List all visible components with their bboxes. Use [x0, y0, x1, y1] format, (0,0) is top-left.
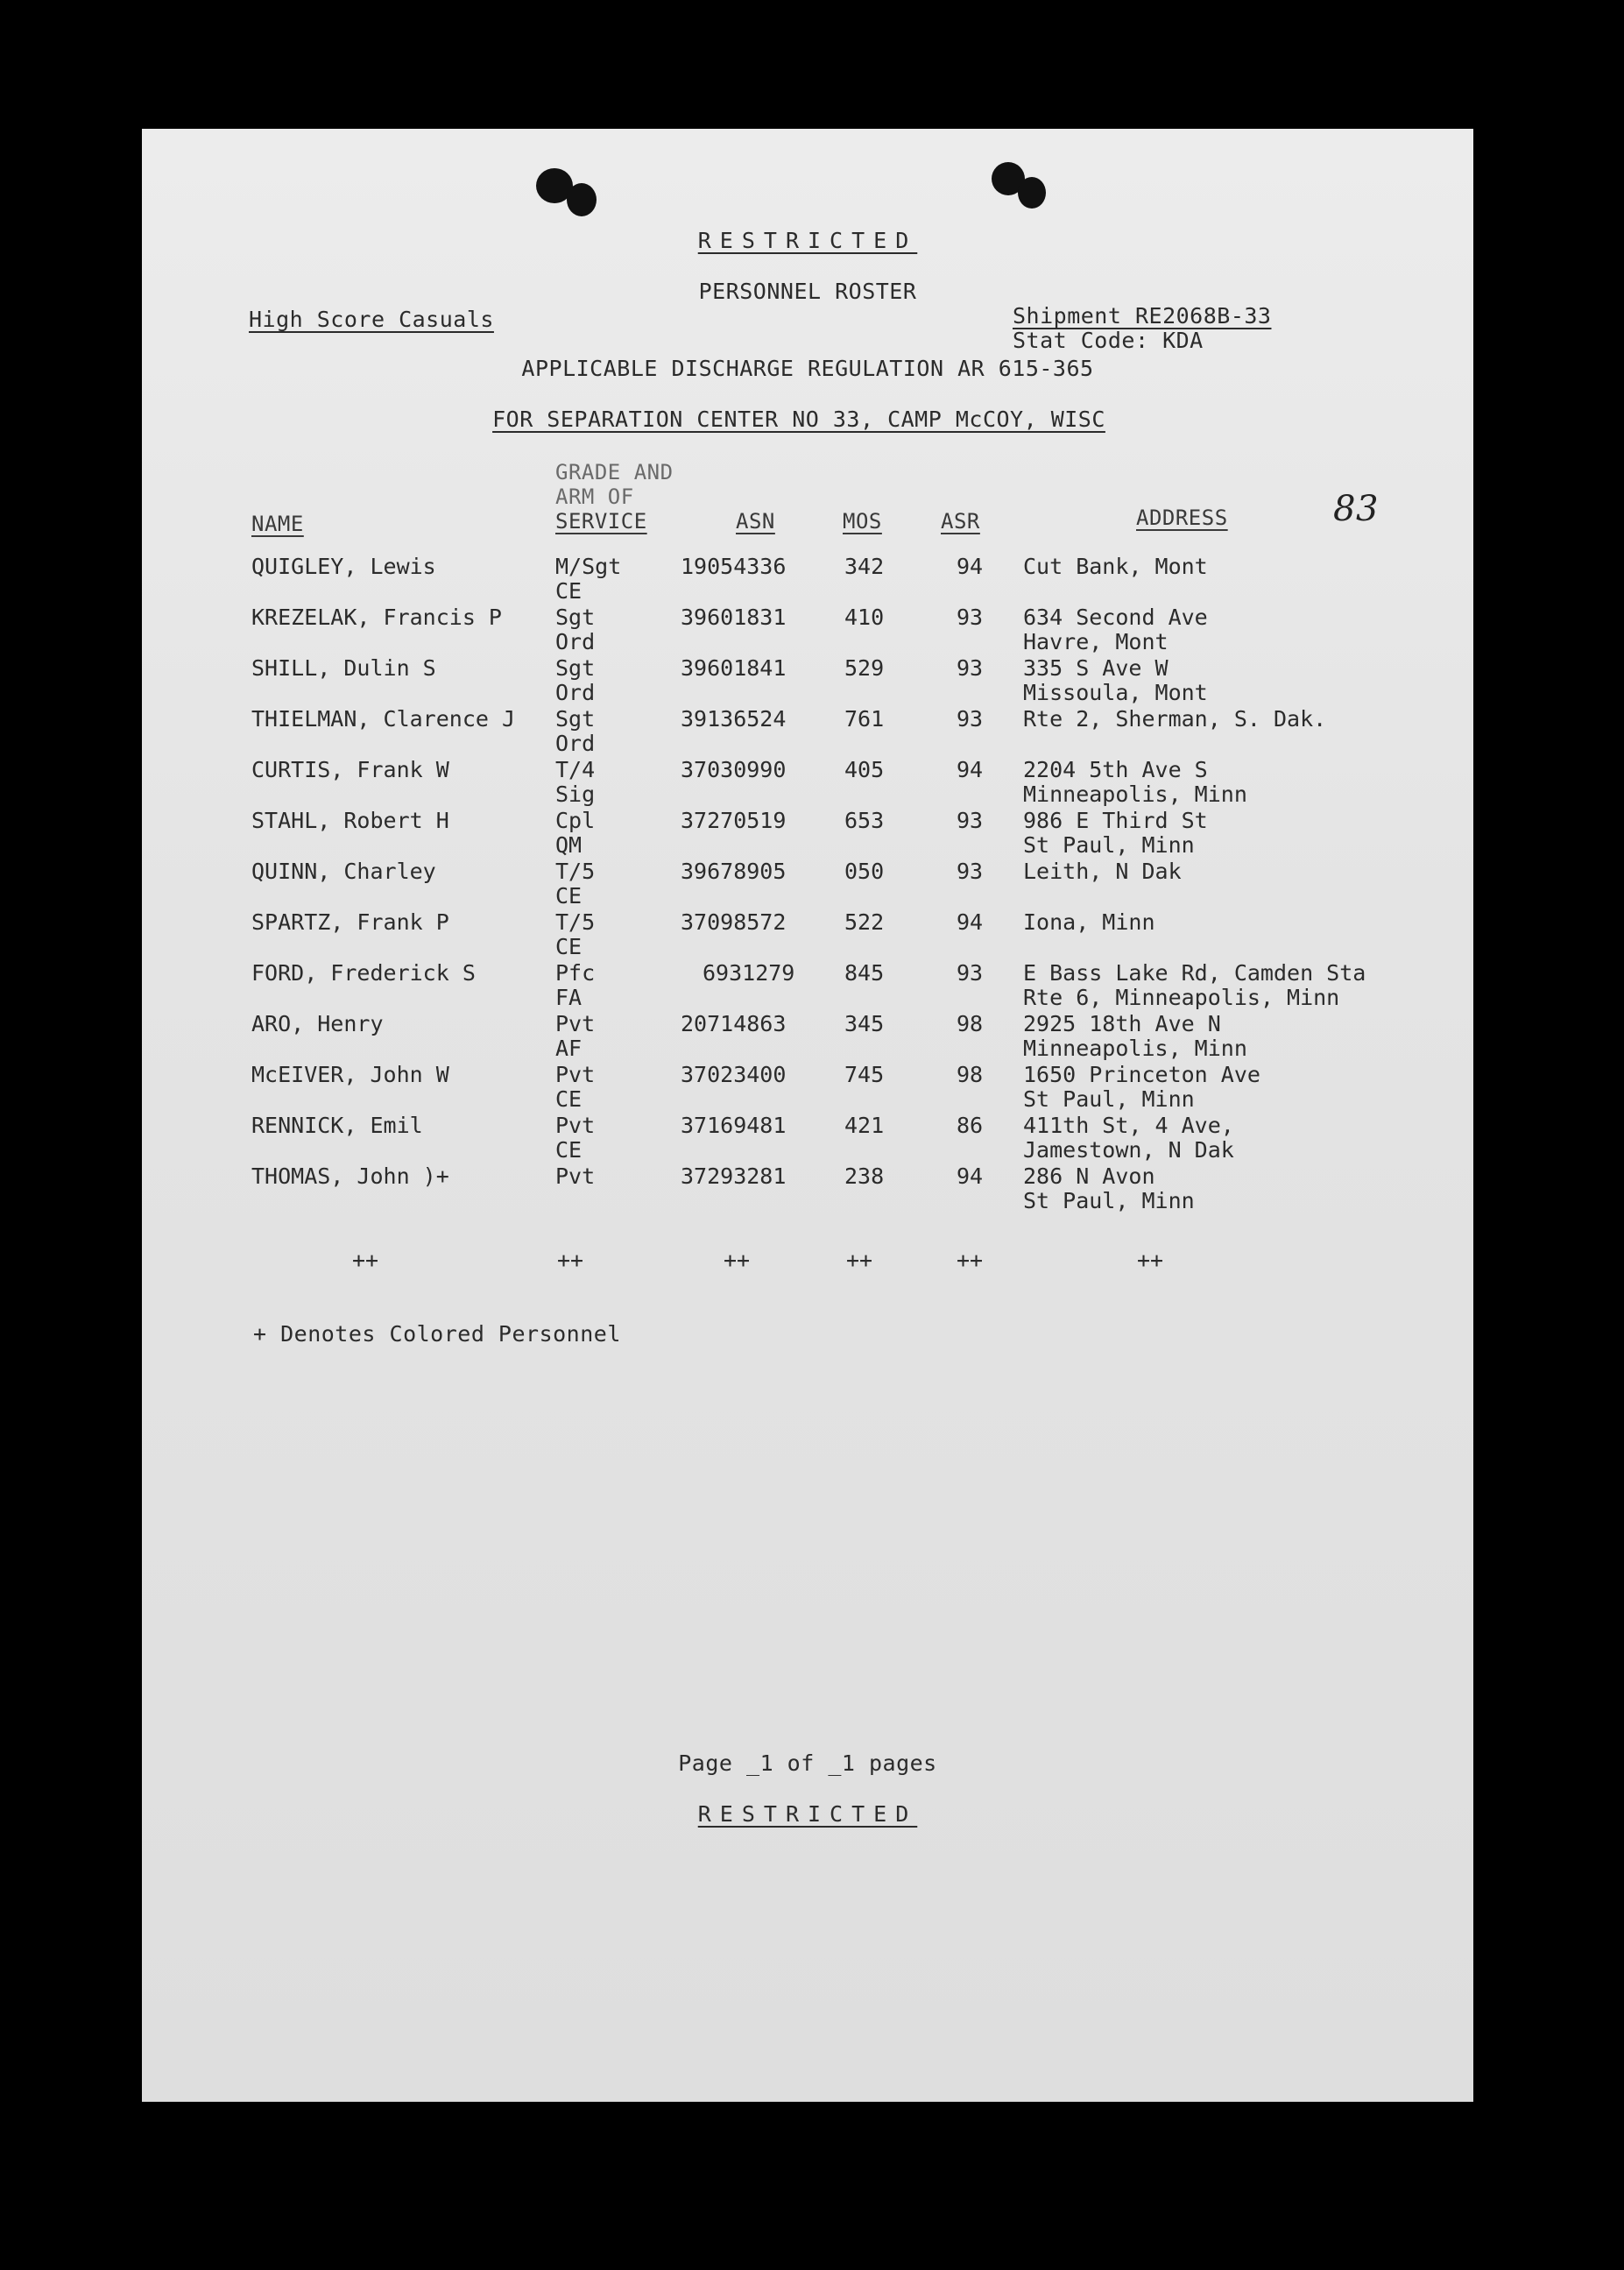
punch-hole-right-2 [1018, 177, 1046, 209]
row-asr: 94 [957, 1163, 984, 1189]
row-asr: 94 [957, 554, 984, 579]
column-grade-line2: ARM OF [555, 484, 634, 509]
row-asn: 39678905 [681, 859, 787, 884]
row-address-line2: St Paul, Minn [1023, 832, 1195, 858]
row-address-line1: 2204 5th Ave S [1023, 757, 1208, 782]
document-sheet [142, 129, 1473, 2102]
table-row [142, 1063, 1473, 1114]
row-address-line1: E Bass Lake Rd, Camden Sta [1023, 960, 1366, 986]
table-row [142, 656, 1473, 707]
row-grade: Pvt [555, 1011, 596, 1036]
row-asn: 39136524 [681, 706, 787, 732]
row-asr: 93 [957, 605, 984, 630]
row-asn: 20714863 [681, 1011, 787, 1036]
page-of-pages: Page _1 of _1 pages [678, 1750, 937, 1776]
column-grade-line1: GRADE AND [555, 460, 674, 484]
row-arm: CE [555, 883, 583, 909]
table-row [142, 605, 1473, 656]
row-arm: QM [555, 832, 583, 858]
row-asr: 98 [957, 1062, 984, 1087]
row-asr: 94 [957, 757, 984, 782]
end-marker: ++ [557, 1248, 584, 1273]
row-arm: CE [555, 1086, 583, 1112]
row-name: RENNICK, Emil [251, 1113, 423, 1138]
row-address-line2: Jamestown, N Dak [1023, 1137, 1234, 1163]
row-address-line1: 1650 Princeton Ave [1023, 1062, 1260, 1087]
row-address-line1: Cut Bank, Mont [1023, 554, 1208, 579]
row-name: SPARTZ, Frank P [251, 909, 449, 935]
row-asr: 93 [957, 706, 984, 732]
row-arm: Ord [555, 731, 596, 756]
row-mos: 761 [844, 706, 885, 732]
row-address-line2: Rte 6, Minneapolis, Minn [1023, 985, 1340, 1010]
row-address-line2: Minneapolis, Minn [1023, 781, 1247, 807]
row-asn: 37293281 [681, 1163, 787, 1189]
column-grade-line3: SERVICE [555, 509, 647, 534]
punch-hole-left-2 [567, 183, 597, 216]
row-asn: 6931279 [703, 960, 795, 986]
row-asn: 19054336 [681, 554, 787, 579]
table-row [142, 1114, 1473, 1164]
end-marker: ++ [1137, 1248, 1164, 1273]
row-name: QUINN, Charley [251, 859, 436, 884]
row-name: SHILL, Dulin S [251, 655, 436, 681]
row-asn: 39601841 [681, 655, 787, 681]
row-mos: 410 [844, 605, 885, 630]
row-address-line1: Rte 2, Sherman, S. Dak. [1023, 706, 1327, 732]
end-marker: ++ [846, 1248, 873, 1273]
row-name: McEIVER, John W [251, 1062, 449, 1087]
row-name: THIELMAN, Clarence J [251, 706, 516, 732]
group-label: High Score Casuals [249, 307, 494, 332]
row-asr: 98 [957, 1011, 984, 1036]
row-mos: 050 [844, 859, 885, 884]
table-row [142, 910, 1473, 961]
row-mos: 529 [844, 655, 885, 681]
row-address-line1: 986 E Third St [1023, 808, 1208, 833]
row-mos: 522 [844, 909, 885, 935]
row-grade: Pvt [555, 1163, 596, 1189]
row-name: CURTIS, Frank W [251, 757, 449, 782]
column-address: ADDRESS [1136, 506, 1228, 530]
column-name: NAME [251, 512, 304, 536]
row-grade: T/5 [555, 909, 596, 935]
row-mos: 421 [844, 1113, 885, 1138]
row-mos: 342 [844, 554, 885, 579]
row-mos: 345 [844, 1011, 885, 1036]
row-address-line1: 286 N Avon [1023, 1163, 1155, 1189]
row-address-line2: Havre, Mont [1023, 629, 1169, 654]
end-marker: ++ [957, 1248, 984, 1273]
column-mos: MOS [843, 509, 882, 534]
row-grade: Cpl [555, 808, 596, 833]
row-asr: 93 [957, 960, 984, 986]
column-asr: ASR [941, 509, 980, 534]
row-mos: 745 [844, 1062, 885, 1087]
row-asn: 37270519 [681, 808, 787, 833]
row-mos: 845 [844, 960, 885, 986]
row-asn: 37030990 [681, 757, 787, 782]
row-grade: M/Sgt [555, 554, 622, 579]
row-address-line1: 2925 18th Ave N [1023, 1011, 1221, 1036]
row-grade: Pfc [555, 960, 596, 986]
row-grade: Sgt [555, 655, 596, 681]
row-asn: 37023400 [681, 1062, 787, 1087]
row-name: FORD, Frederick S [251, 960, 476, 986]
row-asr: 94 [957, 909, 984, 935]
row-address-line1: Iona, Minn [1023, 909, 1155, 935]
row-grade: Sgt [555, 605, 596, 630]
row-arm: AF [555, 1036, 583, 1061]
row-name: THOMAS, John )+ [251, 1163, 449, 1189]
row-name: QUIGLEY, Lewis [251, 554, 436, 579]
row-address-line1: Leith, N Dak [1023, 859, 1182, 884]
row-arm: Sig [555, 781, 596, 807]
table-row [142, 809, 1473, 859]
table-row [142, 961, 1473, 1012]
row-mos: 238 [844, 1163, 885, 1189]
row-asn: 39601831 [681, 605, 787, 630]
row-grade: T/5 [555, 859, 596, 884]
regulation-label: APPLICABLE DISCHARGE REGULATION AR 615-365 [521, 356, 1094, 381]
row-arm: FA [555, 985, 583, 1010]
row-grade: Pvt [555, 1062, 596, 1087]
row-asn: 37098572 [681, 909, 787, 935]
row-grade: T/4 [555, 757, 596, 782]
column-asn: ASN [736, 509, 775, 534]
row-name: KREZELAK, Francis P [251, 605, 502, 630]
row-address-line1: 634 Second Ave [1023, 605, 1208, 630]
table-row [142, 1164, 1473, 1215]
row-name: ARO, Henry [251, 1011, 384, 1036]
row-arm: CE [555, 934, 583, 959]
footnote: + Denotes Colored Personnel [253, 1321, 621, 1347]
row-arm: Ord [555, 629, 596, 654]
page-number: 83 [1333, 489, 1379, 529]
row-address-line1: 411th St, 4 Ave, [1023, 1113, 1234, 1138]
row-asn: 37169481 [681, 1113, 787, 1138]
row-arm: Ord [555, 680, 596, 705]
row-grade: Pvt [555, 1113, 596, 1138]
table-row [142, 859, 1473, 910]
row-asr: 93 [957, 808, 984, 833]
row-address-line2: Missoula, Mont [1023, 680, 1208, 705]
table-row [142, 758, 1473, 809]
end-marker: ++ [352, 1248, 379, 1273]
row-address-line2: Minneapolis, Minn [1023, 1036, 1247, 1061]
shipment-label: Shipment RE2068B-33 [1013, 303, 1272, 329]
classification-bottom: RESTRICTED [697, 1801, 918, 1827]
roster-title: PERSONNEL ROSTER [698, 279, 917, 304]
row-arm: CE [555, 578, 583, 604]
row-arm: CE [555, 1137, 583, 1163]
row-grade: Sgt [555, 706, 596, 732]
table-row [142, 1012, 1473, 1063]
table-row [142, 707, 1473, 758]
end-marker: ++ [724, 1248, 751, 1273]
row-address-line1: 335 S Ave W [1023, 655, 1169, 681]
destination-label: FOR SEPARATION CENTER NO 33, CAMP McCOY, WISC [492, 407, 1105, 432]
row-address-line2: St Paul, Minn [1023, 1086, 1195, 1112]
row-address-line2: St Paul, Minn [1023, 1188, 1195, 1213]
row-mos: 405 [844, 757, 885, 782]
table-row [142, 555, 1473, 605]
row-asr: 93 [957, 859, 984, 884]
row-asr: 86 [957, 1113, 984, 1138]
row-mos: 653 [844, 808, 885, 833]
classification-top: RESTRICTED [697, 228, 918, 253]
row-name: STAHL, Robert H [251, 808, 449, 833]
row-asr: 93 [957, 655, 984, 681]
stat-code-label: Stat Code: KDA [1013, 328, 1204, 353]
